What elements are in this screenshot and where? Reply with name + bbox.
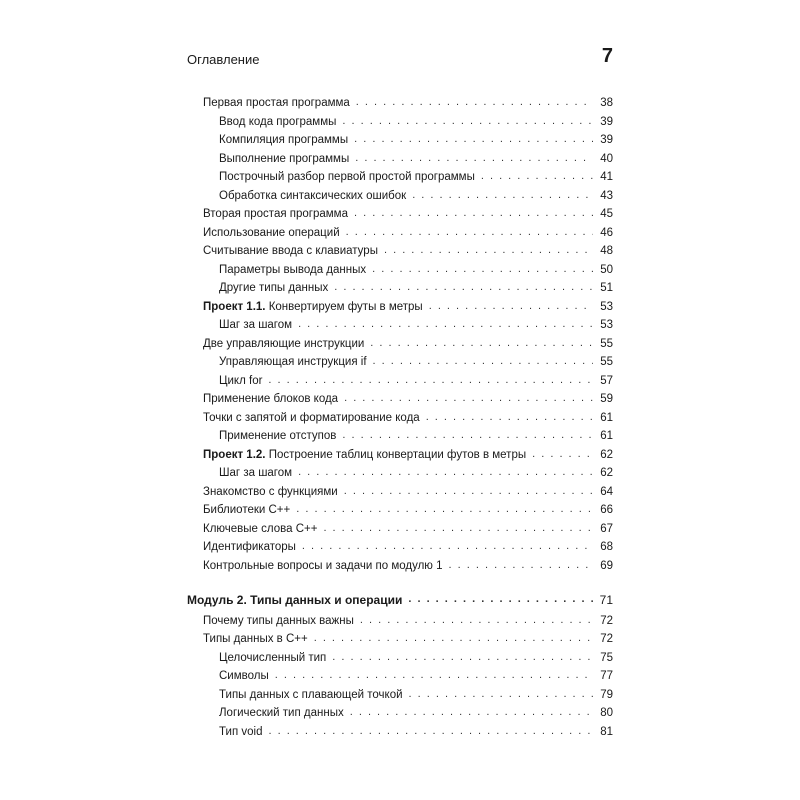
toc-entry-title [219, 669, 275, 683]
toc-entry-text: Логический тип данных [219, 707, 344, 719]
toc-entry-text: Конвертируем футы в метры [268, 300, 423, 313]
dot-leader [346, 225, 593, 239]
dot-leader [370, 336, 593, 350]
dot-leader [344, 391, 593, 405]
toc-entry-text: Библиотеки C++ [203, 504, 291, 516]
toc-entry-text: Ключевые слова C++ [203, 522, 318, 535]
toc-entry-text: Использование операций [203, 226, 340, 239]
dot-leader [429, 299, 593, 313]
running-head: Оглавление [187, 52, 260, 67]
toc-entry [203, 203, 613, 221]
dot-leader [373, 354, 593, 368]
toc-entry-title [203, 337, 370, 351]
toc-entry-title [203, 411, 426, 425]
toc-page-number: 53 [600, 300, 613, 313]
toc-entry-text: Цикл for [219, 374, 263, 387]
toc-page-number: 72 [600, 614, 613, 627]
toc-page-number: 79 [600, 688, 613, 701]
toc-entry-text: Построение таблиц конвертации футов в метры [268, 448, 527, 461]
toc-entry [219, 148, 613, 166]
toc-page-number: 67 [600, 522, 613, 535]
toc-entry [203, 92, 613, 110]
dot-leader [302, 539, 593, 553]
toc-page-number: 55 [600, 337, 613, 350]
dot-leader [426, 410, 593, 424]
dot-leader [342, 114, 593, 128]
dot-leader [354, 206, 593, 220]
toc-page-number: 72 [600, 633, 613, 645]
dot-leader [408, 592, 593, 606]
toc-page-number: 75 [600, 651, 613, 664]
toc-page-number: 46 [600, 226, 613, 239]
toc-page-number: 71 [599, 593, 613, 607]
toc-entry-text: Типы данных с плавающей точкой [219, 688, 403, 701]
toc-entry [219, 351, 613, 369]
toc-entry [203, 628, 613, 646]
toc-entry [219, 129, 613, 147]
toc-entry-title [203, 559, 449, 573]
dot-leader [372, 262, 593, 276]
toc-entry-title [219, 429, 342, 443]
toc-page-number: 39 [600, 115, 613, 128]
toc-page-number: 61 [600, 430, 613, 442]
dot-leader [334, 280, 593, 294]
toc-entry-text: Компиляция программы [219, 134, 349, 146]
toc-entry-title [203, 540, 302, 554]
dot-leader [356, 95, 593, 109]
dot-leader [355, 151, 593, 165]
page-number: 7 [601, 45, 613, 67]
toc-entry [203, 536, 613, 554]
toc-page-number: 55 [600, 356, 613, 368]
toc-entry-text: Знакомство с функциями [203, 485, 338, 498]
dot-leader [296, 502, 593, 516]
toc-entry-title [219, 170, 481, 184]
dot-leader [532, 447, 593, 461]
toc-entry [219, 462, 613, 480]
toc-entry-title [219, 706, 350, 720]
toc-entry [219, 277, 613, 295]
toc-entry [219, 702, 613, 720]
toc-entry-title [203, 448, 532, 462]
toc-entry-title [219, 466, 298, 480]
toc-page-number: 41 [600, 171, 613, 183]
toc-page-number: 59 [600, 393, 613, 405]
toc-entry-text: Идентификаторы [203, 541, 296, 553]
toc-entry-title [219, 152, 355, 166]
toc-entry [203, 481, 613, 499]
toc-entry-title [219, 318, 298, 332]
dot-leader [268, 724, 593, 738]
toc-entry-text: Применение блоков кода [203, 393, 339, 405]
toc-page-number: 45 [600, 208, 613, 220]
toc-page-number: 80 [600, 707, 613, 719]
dot-leader [323, 521, 593, 535]
toc-entry [219, 185, 613, 203]
dot-leader [344, 484, 593, 498]
toc-page-number: 51 [600, 282, 613, 294]
toc-entry [219, 684, 613, 702]
toc-entry-text: Точки с запятой и форматирование кода [203, 411, 420, 424]
toc-entry-title [203, 207, 354, 221]
toc-entry-text: Первая простая программа [203, 97, 350, 109]
toc-entry-title [219, 281, 334, 295]
toc-entry-title [219, 651, 332, 665]
toc-page-number: 64 [600, 485, 613, 498]
toc-entry-title [219, 115, 342, 129]
toc-entry-text: Параметры вывода данных [219, 263, 367, 276]
dot-leader [298, 317, 593, 331]
dot-leader [354, 132, 593, 146]
toc-entry-text: Обработка синтаксических ошибок [219, 189, 407, 202]
toc-entry-text: Символы [219, 670, 269, 682]
toc-page-number: 62 [600, 467, 613, 479]
toc-entry-text: Тип void [219, 725, 263, 738]
toc-entry [219, 370, 613, 388]
toc-entry [203, 407, 613, 425]
toc-entry [203, 610, 613, 628]
toc-page-number: 43 [600, 189, 613, 202]
toc-page-number: 48 [600, 245, 613, 257]
toc-entry-title [219, 263, 372, 277]
toc-entry-title [219, 688, 409, 702]
toc-entry [203, 499, 613, 517]
toc-entry [203, 518, 613, 536]
dot-leader [314, 631, 593, 645]
toc-entry-title [203, 226, 346, 240]
toc-entry-title [203, 485, 344, 499]
toc-entry [203, 222, 613, 240]
toc-module-heading [187, 589, 613, 607]
dot-leader [342, 428, 593, 442]
toc-page-number: 39 [600, 134, 613, 146]
toc-page-number: 57 [600, 374, 613, 387]
toc-entry [203, 296, 613, 314]
toc-entry-text: Типы данных в C++ [203, 633, 308, 645]
toc-entry-text: Почему типы данных важны [203, 614, 354, 627]
dot-leader [360, 613, 593, 627]
toc-entry-text: Шаг за шагом [219, 467, 293, 479]
toc-entry [219, 425, 613, 443]
toc-entry-text: Построчный разбор первой простой программы [219, 171, 475, 183]
toc-entry [219, 647, 613, 665]
toc-entry [219, 259, 613, 277]
dot-leader [449, 558, 593, 572]
toc-project-label: Проект 1.1. [203, 300, 266, 313]
toc-entry-text: Вторая простая программа [203, 208, 348, 220]
toc-page-number: 81 [600, 725, 613, 738]
toc-project-label: Проект 1.2. [203, 448, 266, 461]
toc-page-number: 62 [600, 448, 613, 461]
toc-page-number: 50 [600, 263, 613, 276]
toc-page-number: 61 [600, 411, 613, 424]
toc-entry-title [203, 503, 296, 517]
toc-entry-text: Модуль 2. Типы данных и операции [187, 593, 403, 607]
toc-entry-text: Выполнение программы [219, 152, 350, 165]
toc-entry-text: Контрольные вопросы и задачи по модулю 1 [203, 559, 443, 572]
dot-leader [384, 243, 593, 257]
toc-entry [219, 111, 613, 129]
toc-entry-title [219, 189, 412, 203]
toc-entry [203, 240, 613, 258]
toc-entry-title [203, 96, 356, 110]
toc-entry [219, 314, 613, 332]
toc-entry-title [203, 614, 360, 628]
toc-entry [203, 444, 613, 462]
toc-entry-text: Шаг за шагом [219, 319, 293, 331]
dot-leader [409, 687, 593, 701]
toc-entry [203, 388, 613, 406]
toc-entry-text: Ввод кода программы [219, 115, 337, 128]
dot-leader [412, 188, 593, 202]
toc-entry-title [203, 392, 344, 406]
toc-entry-title [219, 725, 268, 739]
toc-entry [219, 721, 613, 739]
toc-entry-title [203, 632, 314, 646]
toc-entry-text: Целочисленный тип [219, 651, 327, 664]
toc-entry-title [203, 522, 323, 536]
toc-entry-title [187, 593, 408, 607]
toc-entry [219, 166, 613, 184]
toc-entry-text: Управляющая инструкция if [219, 356, 367, 368]
toc-page-number: 40 [600, 152, 613, 165]
toc-entry-text: Считывание ввода с клавиатуры [203, 245, 378, 257]
toc-entry-text: Другие типы данных [219, 282, 329, 294]
toc-entry-title [203, 300, 429, 314]
toc-entry-title [203, 244, 384, 258]
toc-entry-text: Две управляющие инструкции [203, 337, 365, 350]
toc-page-number: 69 [600, 559, 613, 572]
dot-leader [332, 650, 593, 664]
dot-leader [350, 705, 593, 719]
toc-page-number: 38 [600, 97, 613, 109]
dot-leader [298, 465, 593, 479]
toc-entry [219, 665, 613, 683]
toc-entry-text: Применение отступов [219, 430, 337, 442]
dot-leader [275, 668, 593, 682]
toc-page-number: 66 [600, 504, 613, 516]
toc-page-number: 68 [600, 541, 613, 553]
dot-leader [268, 373, 593, 387]
toc-entry [203, 333, 613, 351]
toc-page-number: 53 [600, 319, 613, 331]
dot-leader [481, 169, 593, 183]
toc-entry-title [219, 374, 268, 388]
toc-page-number: 77 [600, 670, 613, 682]
toc-entry [203, 555, 613, 573]
toc-entry-title [219, 355, 373, 369]
toc-entry-title [219, 133, 354, 147]
